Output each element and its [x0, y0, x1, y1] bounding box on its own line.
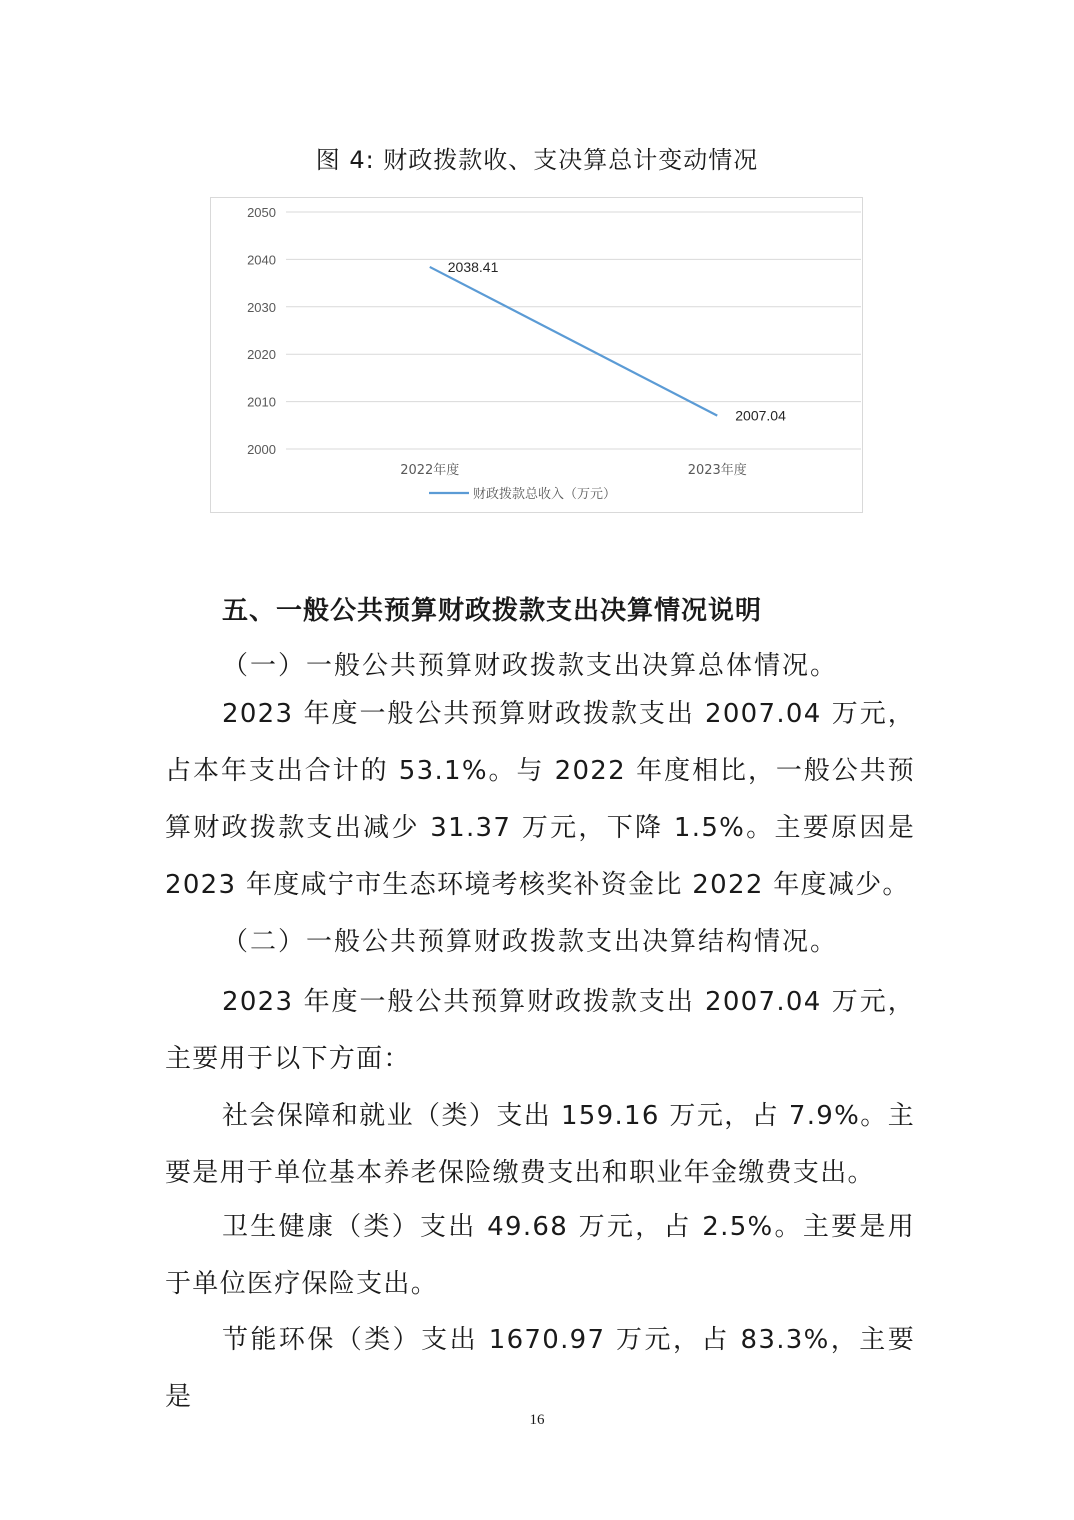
series-line — [430, 267, 718, 416]
series-group — [430, 267, 718, 416]
paragraph-structure-intro: 2023 年度一般公共预算财政拨款支出 2007.04 万元，主要用于以下方面： — [165, 987, 915, 1074]
paragraph-health: 卫生健康（类）支出 49.68 万元，占 2.5%。主要是用于单位医疗保险支出。 — [165, 1212, 915, 1299]
data-label: 2038.41 — [447, 258, 499, 275]
data-label: 2007.04 — [735, 407, 786, 424]
y-tick-label: 2050 — [247, 205, 276, 220]
chart-svg — [211, 198, 864, 514]
x-tick-label: 2023年度 — [687, 463, 747, 478]
legend — [429, 486, 616, 502]
legend-label: 财政拨款总收入（万元） — [473, 487, 617, 502]
y-tick-label: 2030 — [247, 299, 276, 315]
y-tick-label: 2010 — [247, 394, 276, 410]
paragraph-environment: 节能环保（类）支出 1670.97 万元，占 83.3%，主要是 — [165, 1325, 915, 1412]
y-tick-label: 2000 — [247, 442, 276, 457]
x-axis-ticks — [400, 462, 747, 478]
paragraph-social-security: 社会保障和就业（类）支出 159.16 万元，占 7.9%。主要是用于单位基本养老保险缴费支出和职业年金缴费支出。 — [165, 1101, 915, 1188]
y-tick-label: 2040 — [247, 252, 276, 268]
x-tick-label: 2022年度 — [400, 463, 460, 478]
page-number: 16 — [529, 1412, 545, 1428]
subheading-overall: （一）一般公共预算财政拨款支出决算总体情况。 — [222, 651, 839, 681]
y-axis-ticks — [247, 205, 276, 457]
figure-caption: 图 4: 财政拨款收、支决算总计变动情况 — [315, 146, 759, 174]
subheading-structure: （二）一般公共预算财政拨款支出决算结构情况。 — [222, 927, 839, 957]
y-tick-label: 2020 — [247, 347, 276, 363]
paragraph-overall: 2023 年度一般公共预算财政拨款支出 2007.04 万元，占本年支出合计的 53.1%。与 2022 年度相比，一般公共预算财政拨款支出减少 31.37 万元，下降 1.5%。主要原因是 2023 年度咸宁市生态环境考核奖补资金比 2022 年度减少。 — [165, 699, 915, 900]
line-chart — [210, 197, 863, 513]
section-heading: 五、一般公共预算财政拨款支出决算情况说明 — [222, 596, 763, 626]
data-labels — [448, 259, 786, 424]
